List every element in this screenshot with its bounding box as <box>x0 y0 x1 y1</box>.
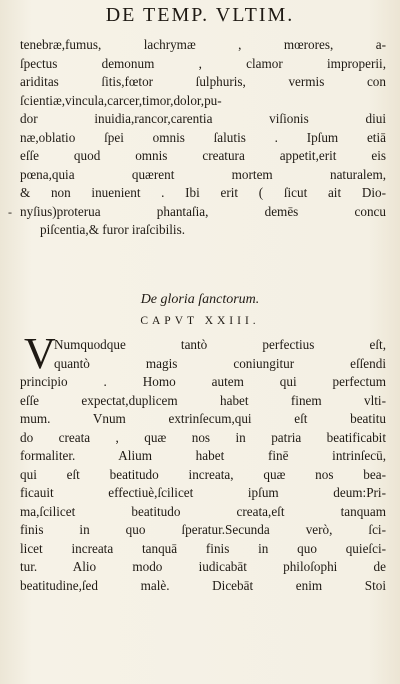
text-line: ſcientiæ,vincula,carcer,timor,dolor,pu- <box>20 92 222 108</box>
text-line: finis in quo ſperatur.Secunda verò, ſci- <box>20 522 386 537</box>
text-line: mum. Vnum extrinſecum,qui eſt beatitu <box>20 411 386 426</box>
text-line: Numquodque tantò perfectius eſt, <box>54 337 386 352</box>
text-line: beatitudine,ſed malè. Dicebāt enim Stoi <box>20 577 386 593</box>
text-line: næ,oblatio ſpei omnis ſalutis . Ipſum etiā <box>20 129 386 145</box>
text-line: eſſe expectat,duplicem habet finem vlti- <box>20 392 386 408</box>
text-line: quantò magis coniungitur eſſendi <box>54 355 386 371</box>
drop-cap: V <box>24 329 56 378</box>
text-line: pœna,quia quærent mortem naturalem, <box>20 166 386 182</box>
text-line: licet increata tanquā finis in quo quieſci- <box>20 540 386 556</box>
text-line: principio . Homo autem qui perfectum <box>20 374 386 389</box>
text-line: eſſe quod omnis creatura appetit,erit eis <box>20 148 386 163</box>
paragraph-glory <box>20 329 386 595</box>
section-heading: De gloria ſanctorum. <box>140 292 260 307</box>
margin-mark: - <box>8 204 12 219</box>
text-line: ficauit effectiuè,ſcilicet ipſum deum:Pri- <box>20 485 386 500</box>
text-line: do creata , quæ nos in patria beatificabit <box>20 429 386 445</box>
running-head: DE TEMP. VLTIM. <box>105 4 295 26</box>
text-line-content: nyſius)proterua phantaſia, demēs concu <box>20 203 386 219</box>
chapter-heading: CAPVT XXIII. <box>140 315 260 327</box>
text-line: dor inuidia,rancor,carentia viſionis diui <box>20 111 386 126</box>
text-line: ſpectus demonum , clamor improperii, <box>20 55 386 71</box>
text-line: ma,ſcilicet beatitudo creata,eſt tanquam <box>20 503 386 519</box>
text-line: tenebræ,fumus, lachrymæ , mœrores, a- <box>20 37 386 52</box>
text-line: piſcentia,& furor iraſcibilis. <box>40 222 186 237</box>
text-line: ariditas ſitis,fœtor ſulphuris, vermis con <box>20 74 386 89</box>
text-line: tur. Alio modo iudicabāt philoſophi de <box>20 559 386 574</box>
text-line: & non inuenient . Ibi erit ( ſicut ait Dio- <box>20 185 386 200</box>
text-line <box>8 203 386 222</box>
text-line: formaliter. Alium habet finē intrinſecū, <box>20 448 386 463</box>
text-line: qui eſt beatitudo increata, quæ nos bea- <box>20 466 386 482</box>
paragraph-hell <box>8 36 386 240</box>
